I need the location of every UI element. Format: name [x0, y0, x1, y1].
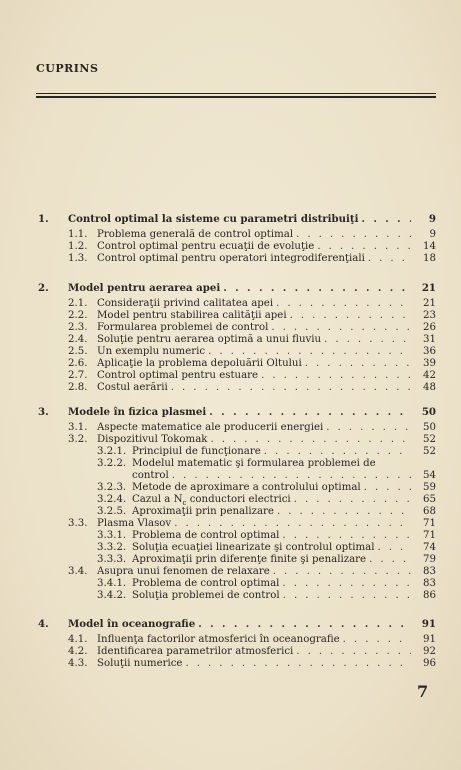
section-page: 59 — [423, 481, 436, 493]
leader-dots — [368, 253, 411, 265]
toc-subsection — [97, 578, 436, 590]
section-title: Modelul matematic şi formularea problemei de — [132, 457, 376, 469]
section-title: Aplicaţie la problema depoluării Oltului — [97, 357, 302, 369]
section-title-line1 — [97, 458, 376, 470]
leader-dots — [369, 554, 411, 566]
section-page: 48 — [423, 382, 436, 393]
section-title: Plasma Vlasov — [97, 518, 172, 530]
section-number: 2.3. — [68, 321, 88, 333]
toc-subsection — [97, 530, 436, 542]
chapter-title: Modele în fizica plasmei — [68, 406, 207, 418]
leader-dots — [283, 590, 411, 602]
chapter-number: 2. — [38, 282, 49, 294]
title-part: Cazul a N — [132, 493, 183, 505]
section-page: 79 — [423, 554, 436, 566]
section-page: 9 — [429, 228, 436, 240]
toc-subsection — [97, 554, 436, 566]
section-title: Asupra unui fenomen de relaxare — [97, 566, 270, 578]
leader-dots — [362, 213, 412, 225]
toc-section — [68, 658, 436, 670]
section-title: Problema generală de control optimal — [97, 228, 294, 240]
leader-dots — [208, 346, 411, 358]
title-part: conductori electrici — [186, 493, 291, 505]
leader-dots — [290, 310, 411, 322]
section-number: 3.2.3. — [97, 481, 127, 493]
section-page: 36 — [423, 345, 436, 357]
section-number: 3.2.4. — [97, 493, 127, 505]
section-title: Aproximaţii prin diferenţe finite şi penalizare — [132, 554, 367, 566]
toc-chapter — [38, 406, 436, 418]
leader-dots — [326, 422, 411, 434]
leader-dots — [296, 229, 411, 241]
toc-section — [68, 518, 436, 530]
leader-dots — [264, 446, 411, 458]
section-title: Model pentru stabilirea calităţii apei — [97, 309, 287, 321]
section-title: Costul aerării — [97, 382, 168, 393]
section-title: Control optimal pentru estuare — [97, 369, 259, 381]
section-number: 3.3.2. — [97, 542, 127, 554]
section-page: 92 — [423, 645, 436, 657]
leader-dots — [171, 382, 411, 394]
section-page: 65 — [423, 493, 436, 505]
section-number: 4.2. — [68, 645, 88, 657]
leader-dots — [305, 358, 411, 370]
section-number: 2.1. — [68, 297, 88, 309]
leader-dots — [276, 298, 411, 310]
toc-section — [68, 422, 436, 434]
leader-dots — [198, 618, 411, 630]
section-title: Aspecte matematice ale producerii energiei — [97, 421, 324, 433]
section-page: 83 — [423, 578, 436, 590]
section-number: 3.2.5. — [97, 506, 127, 517]
toc-subsection — [97, 542, 436, 554]
section-page: 31 — [423, 333, 436, 345]
leader-dots — [282, 530, 411, 542]
section-title: Soluţii numerice — [97, 657, 183, 669]
section-title: Formularea problemei de control — [97, 321, 269, 333]
section-page: 83 — [423, 566, 436, 578]
section-page: 54 — [423, 469, 436, 481]
chapter-number: 1. — [38, 213, 49, 225]
chapter-page: 9 — [428, 213, 436, 225]
section-page: 68 — [423, 506, 436, 517]
toc-subsection — [97, 590, 436, 602]
section-page: 26 — [423, 321, 436, 333]
section-page: 21 — [423, 297, 436, 309]
section-number: 3.4.2. — [97, 590, 127, 602]
section-title: Aproximaţii prin penalizare — [132, 506, 274, 517]
section-page: 96 — [423, 657, 436, 669]
chapter-title: Model pentru aerarea apei — [68, 282, 221, 294]
section-number: 4.1. — [68, 633, 88, 645]
toc-subsection — [97, 446, 436, 458]
toc-section — [68, 310, 436, 322]
section-title: Principiul de funcţionare — [132, 445, 261, 457]
section-number: 1.1. — [68, 228, 88, 240]
chapter-title: Model în oceanografie — [68, 618, 196, 630]
subscript: c — [182, 498, 187, 507]
section-number: 2.7. — [68, 369, 88, 381]
leader-dots — [296, 646, 411, 658]
section-number: 2.6. — [68, 357, 88, 369]
chapter-page: 91 — [421, 618, 436, 630]
page-heading: CUPRINS — [36, 62, 99, 75]
toc-subsection — [132, 470, 436, 482]
section-page: 86 — [423, 590, 436, 602]
section-title: Problema de control optimal — [132, 578, 280, 590]
chapter-number: 3. — [38, 406, 49, 418]
leader-dots — [277, 506, 411, 518]
leader-dots — [364, 482, 411, 494]
toc-chapter — [38, 282, 436, 294]
section-number: 2.8. — [68, 382, 88, 393]
section-page: 52 — [423, 445, 436, 457]
section-title: Identificarea parametrilor atmosferici — [97, 645, 294, 657]
section-title: Consideraţii privind calitatea apei — [97, 297, 274, 309]
section-page: 71 — [423, 518, 436, 530]
section-number: 2.2. — [68, 309, 88, 321]
section-page: 52 — [423, 433, 436, 445]
toc-section — [68, 634, 436, 646]
chapter-title: Control optimal la sisteme cu parametri distribuiţi — [68, 213, 359, 225]
section-page: 39 — [423, 357, 436, 369]
section-number: 3.2.2. — [97, 457, 127, 469]
section-page: 50 — [423, 421, 436, 433]
toc-section — [68, 358, 436, 370]
chapter-number: 4. — [38, 618, 49, 630]
section-page: 42 — [423, 369, 436, 381]
leader-dots — [172, 470, 411, 482]
toc-section — [68, 434, 436, 446]
section-title: Metode de aproximare a controlului optimal — [132, 481, 361, 493]
toc-section — [68, 346, 436, 358]
chapter-page: 50 — [421, 406, 436, 418]
section-title: Un exemplu numeric — [97, 345, 206, 357]
leader-dots — [324, 334, 411, 346]
toc-section — [68, 646, 436, 658]
section-title: Soluţie pentru aerarea optimă a unui fluviu — [97, 333, 322, 345]
section-number: 1.2. — [68, 240, 88, 252]
leader-dots — [261, 370, 411, 382]
leader-dots — [282, 578, 411, 590]
toc-subsection — [97, 506, 436, 518]
section-title: Problema de control optimal — [132, 530, 280, 542]
page-number: 7 — [417, 682, 429, 701]
toc-chapter — [38, 213, 436, 225]
section-title: Soluţia problemei de control — [132, 590, 280, 602]
leader-dots — [209, 406, 411, 418]
section-title: Influenţa factorilor atmosferici în oceanografie — [97, 633, 340, 645]
section-number: 3.4.1. — [97, 578, 127, 590]
leader-dots — [223, 282, 411, 294]
section-title: Dispozitivul Tokomak — [97, 433, 208, 445]
section-number: 3.4. — [68, 566, 88, 578]
leader-dots — [317, 241, 411, 253]
section-title: Control optimal pentru operatori integrodiferenţiali — [97, 252, 365, 264]
leader-dots — [210, 434, 411, 446]
toc-chapter — [38, 618, 436, 630]
leader-dots — [343, 634, 411, 646]
toc-subsection — [97, 482, 436, 494]
toc-section — [68, 566, 436, 578]
section-number: 3.2.1. — [97, 445, 127, 457]
leader-dots — [378, 542, 412, 554]
toc-section — [68, 298, 436, 310]
section-page: 14 — [423, 240, 436, 252]
leader-dots — [294, 494, 411, 506]
toc-section — [68, 229, 436, 241]
section-title-line2: control — [132, 469, 169, 481]
section-number: 2.5. — [68, 345, 88, 357]
section-page: 91 — [423, 633, 436, 645]
toc-section — [68, 334, 436, 346]
section-number: 3.3.3. — [97, 554, 127, 566]
toc-section — [68, 253, 436, 265]
toc-section — [68, 382, 436, 394]
chapter-page: 21 — [421, 282, 436, 294]
toc-section — [68, 241, 436, 253]
toc-section — [68, 322, 436, 334]
toc-section — [68, 370, 436, 382]
section-number: 3.2. — [68, 433, 88, 445]
section-title: Control optimal pentru ecuaţii de evoluţie — [97, 240, 315, 252]
leader-dots — [273, 566, 411, 578]
section-number: 2.4. — [68, 333, 88, 345]
section-number: 3.3.1. — [97, 530, 127, 542]
section-number: 4.3. — [68, 657, 88, 669]
section-number: 1.3. — [68, 252, 88, 264]
leader-dots — [174, 518, 411, 530]
section-page: 18 — [423, 252, 436, 264]
leader-dots — [271, 322, 411, 334]
section-title: Soluţia ecuaţiei linearizate şi controlul optimal — [132, 542, 375, 554]
section-page: 74 — [423, 542, 436, 554]
section-number: 3.1. — [68, 421, 88, 433]
section-page: 23 — [423, 309, 436, 321]
leader-dots — [185, 658, 411, 670]
section-number: 3.3. — [68, 518, 88, 530]
section-page: 71 — [423, 530, 436, 542]
